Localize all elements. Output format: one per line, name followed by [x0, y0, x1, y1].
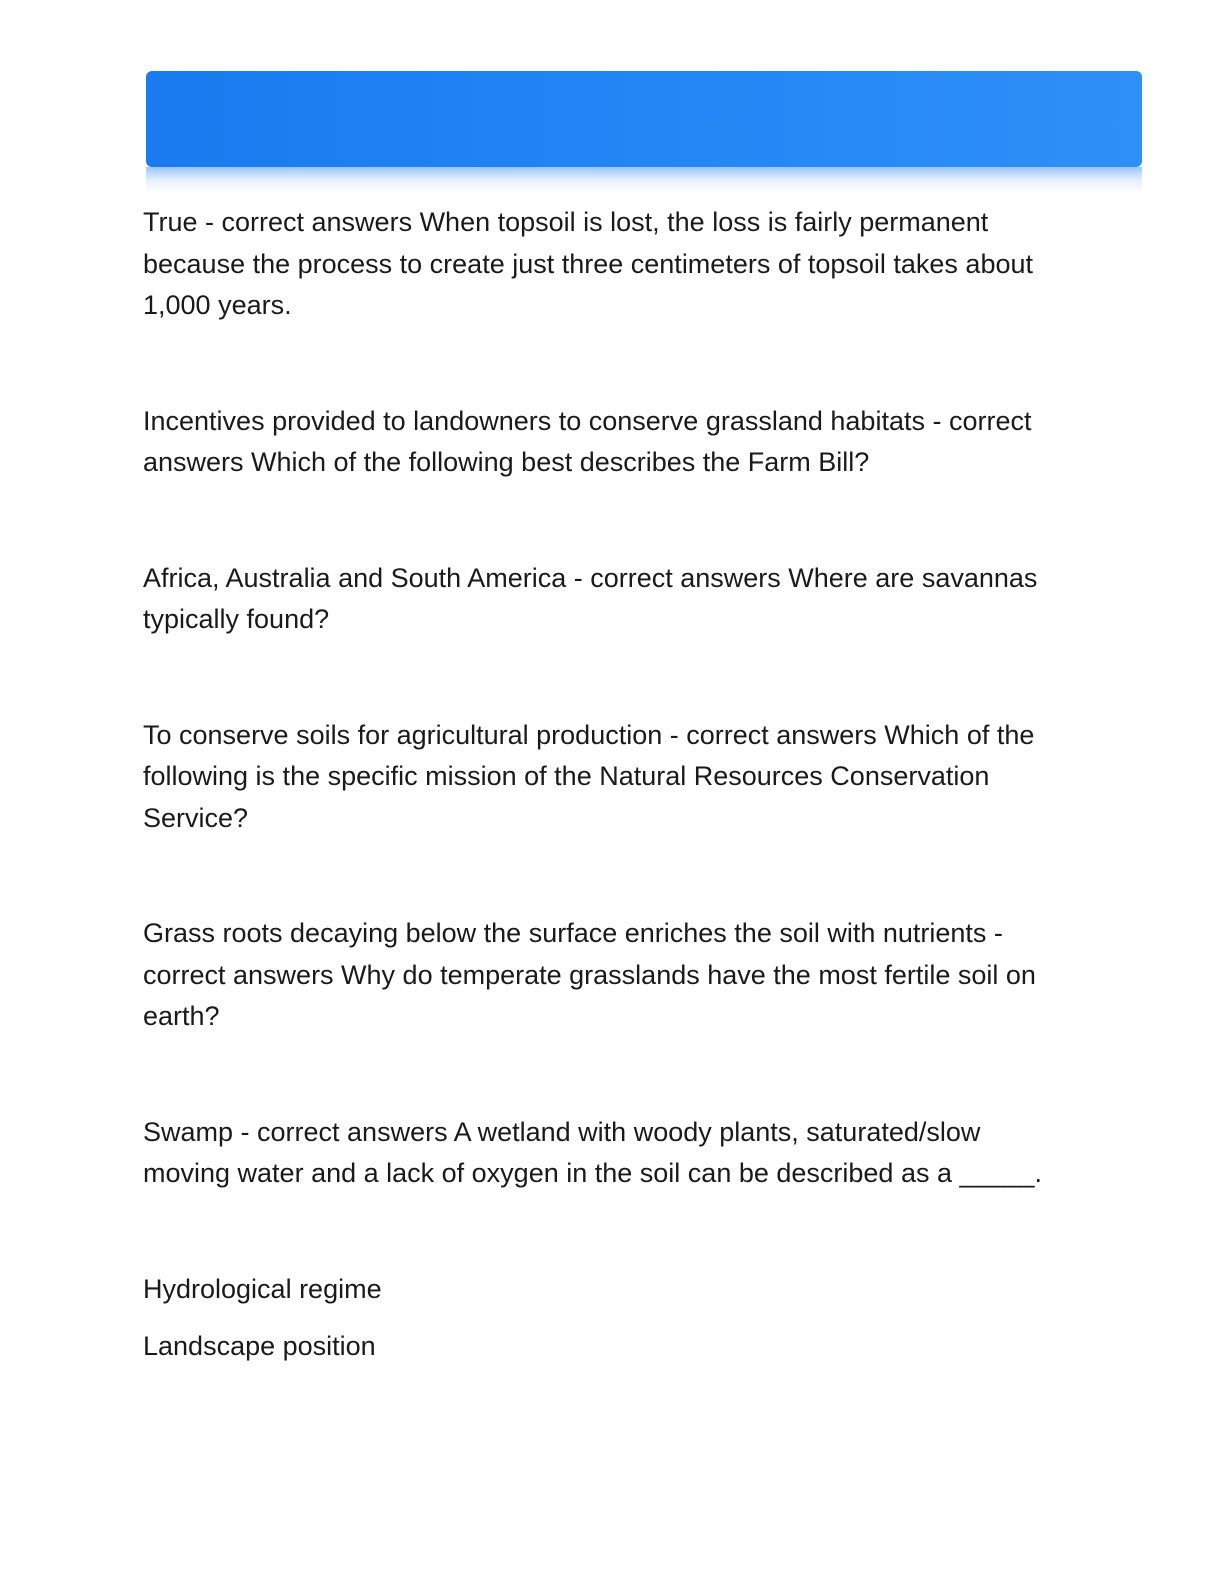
qa-entry: True - correct answers When topsoil is lost, the loss is fairly permanent because the process to create just three centimeters of topsoil takes about 1,000 years. — [143, 207, 1033, 320]
qa-entry: Africa, Australia and South America - correct answers Where are savannas typically found? — [143, 562, 1038, 634]
list-item: Hydrological regime — [143, 1273, 382, 1304]
document-body — [143, 202, 1073, 1384]
qa-entry: Incentives provided to landowners to conserve grassland habitats - correct answers Which of the following best describes the Farm Bill? — [143, 405, 1032, 477]
header-banner-shadow — [146, 167, 1142, 193]
list-item: Landscape position — [143, 1331, 376, 1361]
header-banner — [146, 71, 1142, 167]
qa-entry: Swamp - correct answers A wetland with woody plants, saturated/slow moving water and a lack of oxygen in the soil can be described as a _____. — [143, 1116, 1043, 1188]
qa-entry: Grass roots decaying below the surface enriches the soil with nutrients - correct answers Why do temperate grasslands have the most fertile soil on earth? — [143, 918, 1036, 1031]
qa-entry: To conserve soils for agricultural production - correct answers Which of the following is the specific mission of the Natural Resources Conservation Service? — [143, 719, 1035, 833]
